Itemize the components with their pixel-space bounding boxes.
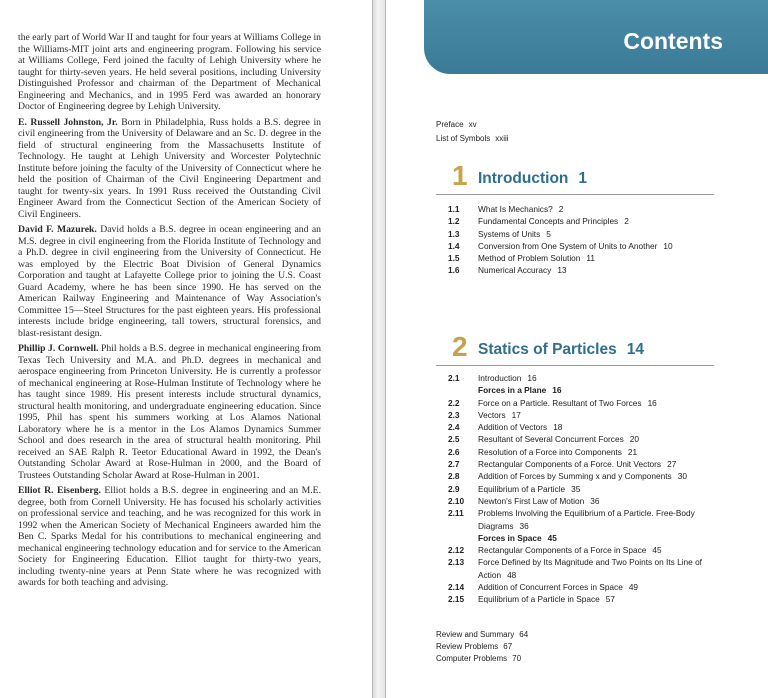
toc-section-entry: [448, 433, 728, 445]
section-title-text: Problems Involving the Equilibrium of a Particle. Free-Body Diagrams: [478, 508, 695, 531]
toc-section-entry: [448, 483, 728, 495]
section-number: 2.4: [448, 422, 460, 433]
bio-text: Elliot holds a B.S. degree in engineering and an M.E. degree, both from Cornell University. He has focused his scholarly activities on professional service and teaching, and he was recognized for this work in 1992 when the American Society of Mechanical Engineers awarded him the Ben C. Sparks Medal for his contributions to mechanical engineering and mechanical engineering technology education and for service to the American Society for Engineering Education. Elliot taught for thirty-two years, including twenty-nine years at Penn State where he was recognized with awards for both teaching and advising.: [18, 485, 322, 588]
toc-section-entry: [448, 397, 728, 409]
section-title: [478, 459, 676, 469]
bio-paragraph: [18, 117, 321, 221]
section-title: [478, 229, 551, 239]
section-title: [478, 422, 562, 432]
entry-page: 57: [605, 594, 615, 605]
bio-paragraph: [18, 343, 321, 481]
entry-page: 45: [652, 545, 662, 556]
page-title: Contents: [623, 28, 723, 54]
section-title-text: Systems of Units: [478, 228, 541, 239]
entry-page: 18: [553, 422, 563, 433]
toc-section-entry: [448, 544, 728, 556]
section-title: [478, 398, 657, 408]
subheading-label: Forces in a Plane: [478, 385, 547, 396]
chapter-number: 2: [452, 331, 468, 362]
entry-page: 16: [527, 373, 537, 383]
section-title: [478, 253, 595, 263]
section-number: 1.1: [448, 204, 460, 214]
section-title-text: Resolution of a Force into Components: [478, 446, 622, 457]
chapter-title-text: Introduction: [478, 170, 569, 187]
entry-page: 70: [512, 654, 522, 663]
bio-text: the early part of World War II and taught for four years at Williams College in the Williams-MIT joint arts and engineering program. Following his service at Williams College, Ferd joined the faculty of Lehigh University where he taught for thirty-seven years. He held several positions, including University Distinguished Professor and chairman of the Department of Mechanical Engineering and Mechanics, and in 1995 Ferd was awarded an honorary Doctor of Engineering degree by Lehigh University.: [18, 32, 321, 112]
toc-section-entry: [448, 495, 728, 507]
back-matter-list: [436, 629, 528, 665]
section-number: 1.3: [448, 228, 460, 239]
section-title-text: Vectors: [478, 409, 506, 420]
section-title-text: Rectangular Components of a Force in Space: [478, 545, 647, 556]
section-number: 2.11: [448, 508, 464, 519]
section-title: [478, 410, 521, 420]
section-title-text: Fundamental Concepts and Principles: [478, 216, 619, 227]
entry-label: List of Symbols: [436, 134, 491, 143]
entry-page: xv: [468, 120, 477, 129]
entry-page: 45: [547, 532, 557, 543]
section-title-text: Introduction: [478, 373, 522, 383]
entry-page: 27: [667, 459, 677, 470]
section-title: [478, 216, 629, 226]
chapter-2-sections: [448, 372, 728, 606]
entry-page: 36: [590, 495, 600, 506]
toc-section-entry: [448, 458, 728, 470]
section-title: [478, 447, 637, 457]
section-number: 2.9: [448, 483, 460, 494]
right-page: [386, 0, 768, 698]
section-number: 2.8: [448, 471, 460, 482]
entry-page: 49: [628, 582, 639, 593]
chapter-1-heading: [436, 160, 714, 195]
author-name: Elliot R. Eisenberg.: [18, 485, 101, 496]
section-title: [478, 265, 567, 275]
toc-section-entry: [448, 446, 728, 458]
section-title: [478, 373, 537, 383]
toc-entry-list-of-symbols: [436, 134, 509, 143]
chapter-title: [478, 170, 587, 188]
entry-page: 16: [647, 397, 657, 408]
toc-section-entry: [448, 421, 728, 433]
chapter-1-sections: [448, 203, 728, 277]
section-title-text: Addition of Forces by Summing x and y Components: [478, 471, 672, 482]
entry-page: 21: [627, 446, 638, 457]
toc-section-entry: [448, 264, 728, 276]
chapter-2-heading: [436, 331, 714, 366]
section-number: 2.13: [448, 557, 465, 568]
author-name: David F. Mazurek.: [18, 224, 97, 235]
entry-page: 11: [586, 253, 596, 264]
toc-section-entry: [448, 215, 728, 227]
section-title: [478, 471, 687, 481]
chapter-title-text: Statics of Particles: [478, 341, 617, 358]
subheading-label: Forces in Space: [478, 532, 542, 543]
section-title: [478, 241, 673, 251]
toc-entry-preface: [436, 120, 477, 129]
section-title: [478, 496, 600, 506]
entry-page: 48: [507, 569, 517, 580]
toc-entry-back-matter: [436, 641, 528, 653]
section-title-text: Addition of Vectors: [478, 422, 548, 433]
toc-section-entry: [448, 252, 728, 264]
entry-page: 67: [503, 642, 513, 651]
section-number: 1.2: [448, 216, 460, 227]
section-title-text: Numerical Accuracy: [478, 265, 552, 276]
section-number: 2.2: [448, 397, 460, 408]
entry-page: 2: [624, 216, 629, 227]
entry-label: Preface: [436, 120, 464, 129]
section-number: 2.5: [448, 434, 460, 445]
entry-page: 64: [519, 630, 529, 639]
author-name: E. Russell Johnston, Jr.: [18, 116, 118, 128]
entry-page: 17: [511, 409, 521, 420]
left-page: [0, 0, 370, 698]
entry-page: 36: [519, 520, 529, 531]
toc-entry-back-matter: [436, 653, 528, 665]
entry-page: 20: [629, 434, 639, 445]
section-title: [478, 204, 563, 214]
section-title: [478, 434, 639, 444]
toc-section-entry: [448, 470, 728, 482]
bio-paragraph: [18, 32, 321, 113]
toc-section-entry: [448, 372, 728, 384]
toc-section-entry: [448, 240, 728, 252]
section-number: 2.14: [448, 582, 465, 593]
entry-page: 30: [677, 471, 687, 482]
bio-text: Phil holds a B.S. degree in mechanical engineering from Texas Tech University and M.A. and Ph.D. degrees in mechanical and aerospace engineering from Princeton University. He is currently a professor of mechanical engineering at Rose-Hulman Institute of Technology where he has taught since 1989. His present interests include structural dynamics, structural health monitoring, and undergraduate engineering education. Since 1995, Phil has spent his summers working at Los Alamos National Laboratory where he is a mentor in the Los Alamos Dynamics Summer School and does research in the area of structural health monitoring. Phil received an SAE Ralph R. Teetor Educational Award in 1992, the Dean's Outstanding Scholar Award at Rose-Hulman in 2000, and the Board of Trustees Outstanding Scholar Award at Rose-Hulman in 2001.: [18, 343, 321, 481]
bio-text: Born in Philadelphia, Russ holds a B.S. degree in civil engineering from the University of Delaware and an Sc. D. degree in the field of structural engineering from the Massachusetts Institute of Technology. He taught at Lehigh University and Worcester Polytechnic Institute before joining the faculty of the University of Connecticut where he held the position of Chairman of the Civil Engineering Department and taught for twenty-six years. In 1991 Russ received the Outstanding Civil Engineer Award from the Connecticut Section of the American Society of Civil Engineers.: [18, 116, 321, 220]
toc-section-entry: [448, 507, 728, 532]
contents-header-band: [424, 0, 768, 74]
chapter-page: 1: [578, 170, 588, 187]
section-number: 1.4: [448, 240, 460, 251]
section-title: [478, 594, 615, 604]
section-title: [478, 557, 702, 579]
entry-page: 35: [571, 483, 581, 494]
section-title-text: Conversion from One System of Units to Another: [478, 240, 658, 251]
section-title: [478, 484, 580, 494]
toc-section-entry: [448, 593, 728, 605]
section-title-text: Newton's First Law of Motion: [478, 495, 585, 506]
section-title-text: What Is Mechanics?: [478, 204, 553, 214]
entry-label: Review and Summary: [436, 630, 515, 639]
section-number: 2.1: [448, 373, 460, 383]
entry-page: 16: [552, 385, 562, 396]
toc-subheading: [448, 384, 728, 396]
chapter-number: 1: [452, 160, 468, 191]
chapter-page: 14: [626, 341, 644, 358]
section-number: 2.15: [448, 594, 465, 605]
section-title: [478, 508, 695, 530]
bio-paragraph: [18, 485, 321, 589]
toc-subheading: [448, 532, 728, 544]
toc-section-entry: [448, 581, 728, 593]
section-number: 2.12: [448, 545, 465, 556]
toc-section-entry: [448, 228, 728, 240]
section-number: 1.5: [448, 253, 460, 264]
entry-label: Review Problems: [436, 642, 499, 651]
chapter-title: [478, 341, 644, 359]
section-number: 1.6: [448, 265, 460, 276]
section-title: [478, 545, 662, 555]
section-title-text: Equilibrium of a Particle in Space: [478, 594, 600, 605]
entry-page: 13: [557, 265, 567, 276]
section-number: 2.10: [448, 495, 465, 506]
toc-entry-back-matter: [436, 629, 528, 641]
entry-page: 10: [663, 240, 673, 251]
entry-label: Computer Problems: [436, 654, 508, 663]
section-number: 2.3: [448, 409, 460, 420]
bio-paragraph: [18, 224, 321, 339]
section-title-text: Method of Problem Solution: [478, 253, 581, 264]
book-gutter: [372, 0, 386, 698]
section-number: 2.7: [448, 459, 460, 470]
toc-section-entry: [448, 203, 728, 215]
section-title-text: Equilibrium of a Particle: [478, 483, 566, 494]
author-name: Phillip J. Cornwell.: [18, 343, 99, 354]
section-title-text: Resultant of Several Concurrent Forces: [478, 434, 624, 445]
section-title-text: Force Defined by Its Magnitude and Two Points on Its Line of Action: [478, 557, 702, 580]
section-title-text: Addition of Concurrent Forces in Space: [478, 582, 623, 593]
entry-page: 5: [546, 228, 551, 239]
section-title-text: Force on a Particle. Resultant of Two Forces: [478, 397, 642, 408]
section-title-text: Rectangular Components of a Force. Unit Vectors: [478, 459, 662, 470]
entry-page: xxiii: [495, 134, 509, 143]
author-bios: [18, 32, 321, 593]
toc-section-entry: [448, 556, 728, 581]
section-number: 2.6: [448, 446, 460, 457]
entry-page: 2: [558, 204, 564, 214]
bio-text: David holds a B.S. degree in ocean engineering and an M.S. degree in civil engineering from the Florida Institute of Technology and a Ph.D. degree in civil engineering from the University of Connecticut. He was employed by the Electric Boat Division of General Dynamics Corporation and taught at Lafayette College prior to joining the U.S. Coast Guard Academy, where he has been since 1990. He has served on the American Railway Engineering and Maintenance of Way Association's Committee 15—Steel Structures for the past eighteen years. His professional interests include bridge engineering, tall towers, structural forensics, and blast-resistant design.: [18, 224, 322, 339]
toc-section-entry: [448, 409, 728, 421]
section-title: [478, 582, 638, 592]
